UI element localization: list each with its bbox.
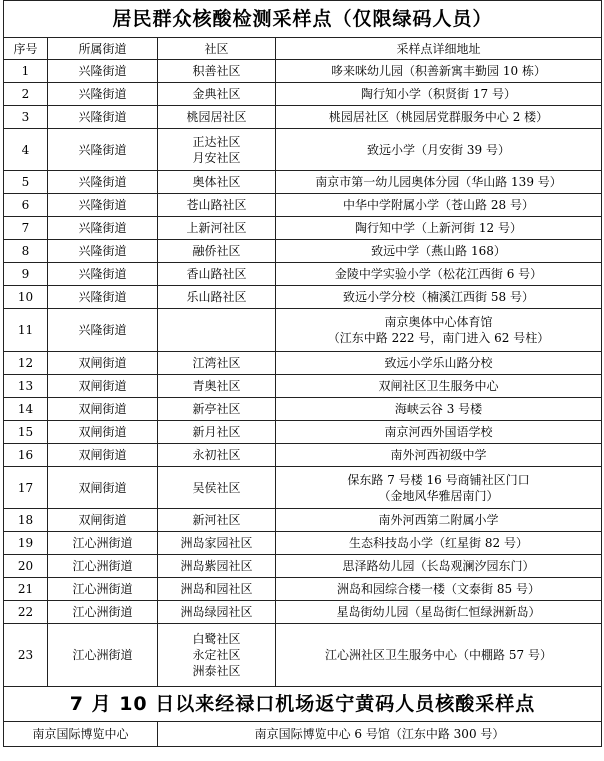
cell-community [158,375,276,398]
cell-street: 江心洲街道 [48,532,158,555]
address-line: 南京奥体中心体育馆 [384,315,493,329]
cell-address [276,106,602,129]
cell-street: 江心洲街道 [48,624,158,687]
address-line: 南京河西外国语学校 [384,425,493,439]
cell-address [276,240,602,263]
address-line: （金地风华雅居南门） [378,488,499,503]
cell-no: 16 [4,444,48,467]
cell-no: 7 [4,217,48,240]
cell-street: 双闸街道 [48,444,158,467]
cell-no: 8 [4,240,48,263]
cell-address [276,467,602,509]
header-street: 所属街道 [48,38,158,60]
community-name: 洲泰社区 [192,664,241,678]
cell-no: 20 [4,555,48,578]
cell-no: 5 [4,171,48,194]
address-line: 金陵中学实验小学（松花江西街 6 号） [334,267,543,281]
community-name: 融侨社区 [192,244,241,258]
cell-no: 9 [4,263,48,286]
cell-no: 17 [4,467,48,509]
cell-address [276,444,602,467]
table-row [4,722,602,747]
cell-address [276,194,602,217]
address-line: 思泽路幼儿园（长岛观澜汐园东门） [342,559,535,573]
cell-street: 兴隆街道 [48,286,158,309]
table-row [4,60,602,83]
cell-address [276,532,602,555]
address-line: 哆来咪幼儿园（积善新寓丰勤园 10 栋） [331,64,546,78]
address-line: （江东中路 222 号，南门进入 62 号柱） [327,331,550,345]
cell-community [158,624,276,687]
table-row [4,532,602,555]
cell-address [276,555,602,578]
cell-no: 10 [4,286,48,309]
cell-street: 兴隆街道 [48,217,158,240]
cell-community [158,83,276,106]
address-line: 江心洲社区卫生服务中心（中棚路 57 号） [325,648,552,662]
community-name: 永初社区 [192,448,241,462]
cell-address [276,398,602,421]
table-row [4,286,602,309]
cell-street: 兴隆街道 [48,129,158,171]
cell-community [158,509,276,532]
cell-address [276,578,602,601]
cell-no: 12 [4,352,48,375]
cell-street: 双闸街道 [48,421,158,444]
cell-street: 双闸街道 [48,509,158,532]
header-no: 序号 [4,38,48,60]
table-row [4,217,602,240]
cell-street: 江心洲街道 [48,578,158,601]
cell-community [158,352,276,375]
expo-venue-name: 南京国际博览中心 [4,722,158,747]
community-name: 香山路社区 [186,267,247,281]
table-row [4,421,602,444]
cell-community [158,240,276,263]
cell-street: 双闸街道 [48,375,158,398]
cell-community [158,601,276,624]
cell-no: 6 [4,194,48,217]
table-body [4,60,602,687]
cell-address [276,60,602,83]
community-name: 洲岛家园社区 [180,536,253,550]
cell-community [158,532,276,555]
cell-street: 兴隆街道 [48,83,158,106]
address-line: 致远中学（燕山路 168） [371,244,506,258]
table-row [4,467,602,509]
community-name: 桃园居社区 [186,110,247,124]
cell-address [276,171,602,194]
expo-venue-address: 南京国际博览中心 6 号馆（江东中路 300 号） [158,722,602,747]
cell-address [276,421,602,444]
table-row [4,171,602,194]
cell-community [158,106,276,129]
section-subtitle: 7 月 10 日以来经禄口机场返宁黄码人员核酸采样点 [4,687,602,722]
cell-community [158,467,276,509]
cell-street: 双闸街道 [48,467,158,509]
table-row [4,444,602,467]
community-name: 新亭社区 [192,402,241,416]
address-line: 致远小学分校（楠溪江西街 58 号） [343,290,534,304]
cell-address [276,624,602,687]
cell-street: 兴隆街道 [48,171,158,194]
table-row [4,352,602,375]
cell-no: 21 [4,578,48,601]
cell-address [276,263,602,286]
table-row [4,106,602,129]
cell-community [158,309,276,352]
table-row [4,194,602,217]
table-row [4,263,602,286]
cell-no: 15 [4,421,48,444]
table-row [4,240,602,263]
cell-no: 11 [4,309,48,352]
community-name: 积善社区 [192,64,241,78]
address-line: 南外河西初级中学 [390,448,487,462]
address-line: 南京市第一幼儿园奥体分园（华山路 139 号） [315,175,562,189]
cell-address [276,83,602,106]
cell-community [158,171,276,194]
community-name: 洲岛紫园社区 [180,559,253,573]
cell-no: 3 [4,106,48,129]
cell-street: 双闸街道 [48,352,158,375]
cell-no: 19 [4,532,48,555]
table-row [4,309,602,352]
cell-community [158,578,276,601]
community-name: 洲岛和园社区 [180,582,253,596]
cell-address [276,286,602,309]
table-row [4,555,602,578]
address-line: 桃园居社区（桃园居党群服务中心 2 楼） [328,110,549,124]
table-row [4,624,602,687]
address-line: 保东路 7 号楼 16 号商铺社区门口 [347,472,530,487]
cell-street: 双闸街道 [48,398,158,421]
cell-community [158,555,276,578]
cell-community [158,421,276,444]
community-name: 正达社区 [192,134,241,149]
cell-no: 14 [4,398,48,421]
cell-street: 兴隆街道 [48,106,158,129]
cell-street: 兴隆街道 [48,309,158,352]
table-row [4,83,602,106]
community-name: 新月社区 [192,425,241,439]
header-community: 社区 [158,38,276,60]
community-name: 金典社区 [192,87,241,101]
cell-no: 2 [4,83,48,106]
address-line: 星岛街幼儿园（星岛街仁恒绿洲新岛） [336,605,541,619]
cell-community [158,194,276,217]
cell-no: 18 [4,509,48,532]
community-name: 上新河社区 [186,221,247,235]
address-line: 陶行知小学（积贤街 17 号） [361,87,516,101]
table-row [4,578,602,601]
cell-no: 1 [4,60,48,83]
address-line: 致远小学乐山路分校 [384,356,493,370]
address-line: 双闸社区卫生服务中心 [378,379,499,393]
community-name: 吴侯社区 [192,480,241,495]
cell-no: 4 [4,129,48,171]
cell-street: 江心洲街道 [48,601,158,624]
cell-address [276,352,602,375]
cell-no: 23 [4,624,48,687]
cell-address [276,217,602,240]
header-address: 采样点详细地址 [276,38,602,60]
cell-street: 江心洲街道 [48,555,158,578]
table-row [4,601,602,624]
cell-no: 13 [4,375,48,398]
cell-community [158,217,276,240]
cell-address [276,129,602,171]
address-line: 致远小学（月安街 39 号） [367,142,510,157]
cell-community [158,444,276,467]
address-line: 洲岛和园综合楼一楼（文泰街 85 号） [337,582,540,596]
cell-street: 兴隆街道 [48,194,158,217]
community-name: 洲岛绿园社区 [180,605,253,619]
cell-community [158,129,276,171]
community-name: 新河社区 [192,513,241,527]
table-row [4,398,602,421]
cell-address [276,309,602,352]
cell-address [276,375,602,398]
community-name: 月安社区 [192,150,241,165]
address-line: 生态科技岛小学（红星街 82 号） [349,536,528,550]
table-row [4,129,602,171]
address-line: 陶行知中学（上新河街 12 号） [355,221,522,235]
cell-address [276,601,602,624]
cell-no: 22 [4,601,48,624]
address-line: 海峡云谷 3 号楼 [394,402,483,416]
cell-community [158,263,276,286]
table-row [4,375,602,398]
cell-street: 兴隆街道 [48,263,158,286]
community-name: 白鹭社区 [192,632,241,646]
cell-community [158,286,276,309]
table-row [4,509,602,532]
cell-community [158,398,276,421]
cell-street: 兴隆街道 [48,60,158,83]
community-name: 江湾社区 [192,356,241,370]
community-name: 乐山路社区 [186,290,247,304]
community-name: 永定社区 [192,648,241,662]
community-name: 奥体社区 [192,175,241,189]
address-line: 南外河西第二附属小学 [378,513,499,527]
cell-address [276,509,602,532]
address-line: 中华中学附属小学（苍山路 28 号） [343,198,534,212]
community-name: 青奥社区 [192,379,241,393]
cell-street: 兴隆街道 [48,240,158,263]
document-title: 居民群众核酸检测采样点（仅限绿码人员） [4,1,602,38]
sampling-sites-table [3,0,602,747]
cell-community [158,60,276,83]
community-name: 苍山路社区 [186,198,247,212]
